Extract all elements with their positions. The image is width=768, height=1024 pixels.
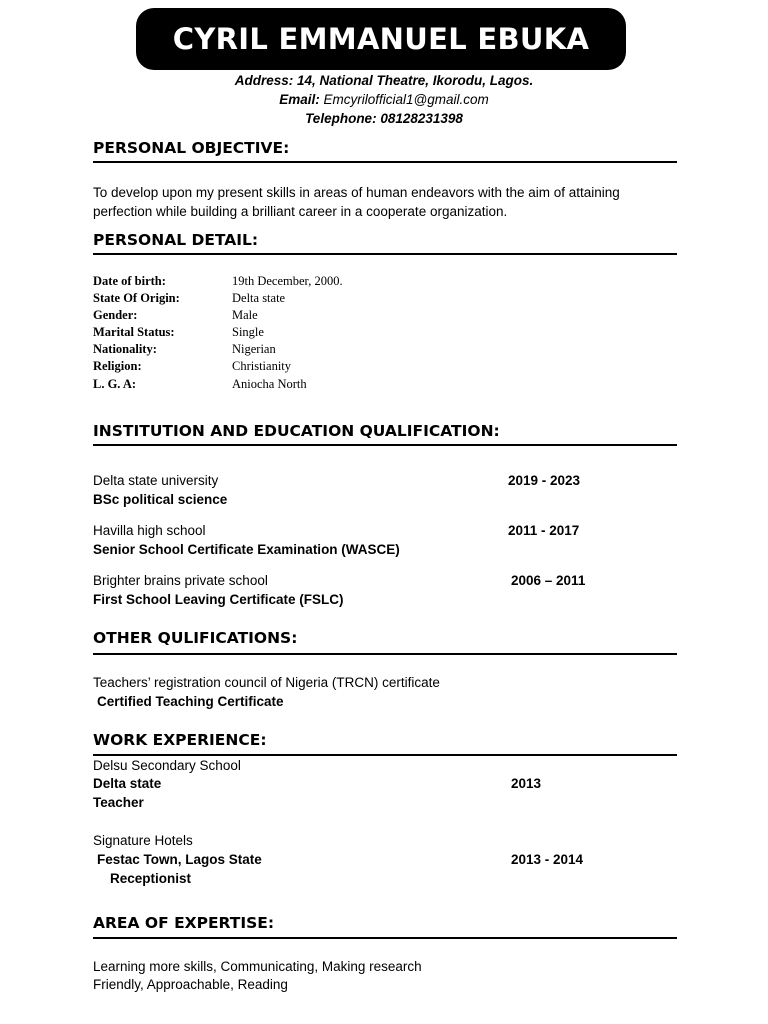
- detail-label: L. G. A:: [93, 377, 137, 391]
- work-role: Receptionist: [110, 871, 192, 886]
- section-divider: [93, 937, 677, 939]
- telephone-line: [0, 111, 768, 126]
- detail-value: Aniocha North: [232, 377, 307, 391]
- detail-value: Nigerian: [232, 342, 276, 356]
- applicant-name: CYRIL EMMANUEL EBUKA: [172, 22, 590, 56]
- education-years: 2006 – 2011: [511, 573, 586, 588]
- work-role: Teacher: [93, 795, 144, 810]
- other-qualification-line: Teachers’ registration council of Nigeria (TRCN) certificate: [93, 675, 440, 690]
- name-banner: [136, 8, 626, 70]
- email-line: [0, 92, 768, 107]
- detail-value: Single: [232, 325, 264, 339]
- section-divider: [93, 161, 677, 163]
- education-school: Delta state university: [93, 473, 219, 488]
- education-years: 2019 - 2023: [508, 473, 581, 488]
- education-qualification: First School Leaving Certificate (FSLC): [93, 592, 344, 607]
- other-qualifications-heading: OTHER QULIFICATIONS:: [93, 629, 298, 647]
- work-location: Delta state: [93, 776, 162, 791]
- detail-label: Gender:: [93, 308, 138, 322]
- education-school: Havilla high school: [93, 523, 206, 538]
- section-divider: [93, 444, 677, 446]
- education-school: Brighter brains private school: [93, 573, 268, 588]
- section-divider: [93, 653, 677, 655]
- other-qualification-title: Certified Teaching Certificate: [97, 694, 284, 709]
- work-location: Festac Town, Lagos State: [97, 852, 262, 867]
- education-qualification: BSc political science: [93, 492, 228, 507]
- education-qualification: Senior School Certificate Examination (WASCE): [93, 542, 400, 557]
- detail-label: Marital Status:: [93, 325, 175, 339]
- address-value: 14, National Theatre, Ikorodu, Lagos.: [296, 73, 534, 88]
- objective-text: [93, 183, 620, 221]
- detail-value: 19th December, 2000.: [232, 274, 343, 288]
- details-heading: PERSONAL DETAIL:: [93, 231, 259, 249]
- detail-label: Nationality:: [93, 342, 157, 356]
- work-years: 2013: [511, 776, 542, 791]
- education-years: 2011 - 2017: [508, 523, 580, 538]
- work-heading: WORK EXPERIENCE:: [93, 731, 267, 749]
- telephone-label: Telephone:: [305, 111, 377, 126]
- detail-value: Delta state: [232, 291, 286, 305]
- work-employer: Delsu Secondary School: [93, 758, 241, 773]
- detail-label: Religion:: [93, 359, 142, 373]
- section-divider: [93, 754, 677, 756]
- expertise-line-2: Friendly, Approachable, Reading: [93, 977, 288, 992]
- objective-heading: PERSONAL OBJECTIVE:: [93, 139, 290, 157]
- objective-line-2: perfection while building a brilliant career in a cooperate organization.: [93, 204, 508, 219]
- work-years: 2013 - 2014: [511, 852, 584, 867]
- detail-value: Christianity: [232, 359, 292, 373]
- email-label: Email:: [279, 92, 320, 107]
- expertise-line-1: Learning more skills, Communicating, Making research: [93, 959, 422, 974]
- detail-label: Date of birth:: [93, 274, 166, 288]
- objective-line-1: To develop upon my present skills in areas of human endeavors with the aim of attaining: [93, 185, 620, 200]
- email-value[interactable]: Emcyrilofficial1@gmail.com: [323, 92, 489, 107]
- education-heading: INSTITUTION AND EDUCATION QUALIFICATION:: [93, 422, 500, 440]
- detail-label: State Of Origin:: [93, 291, 180, 305]
- expertise-heading: AREA OF EXPERTISE:: [93, 914, 275, 932]
- address-line: [0, 73, 768, 88]
- address-label: Address:: [234, 73, 294, 88]
- work-employer: Signature Hotels: [93, 833, 193, 848]
- detail-value: Male: [232, 308, 258, 322]
- section-divider: [93, 253, 677, 255]
- telephone-value: 08128231398: [380, 111, 463, 126]
